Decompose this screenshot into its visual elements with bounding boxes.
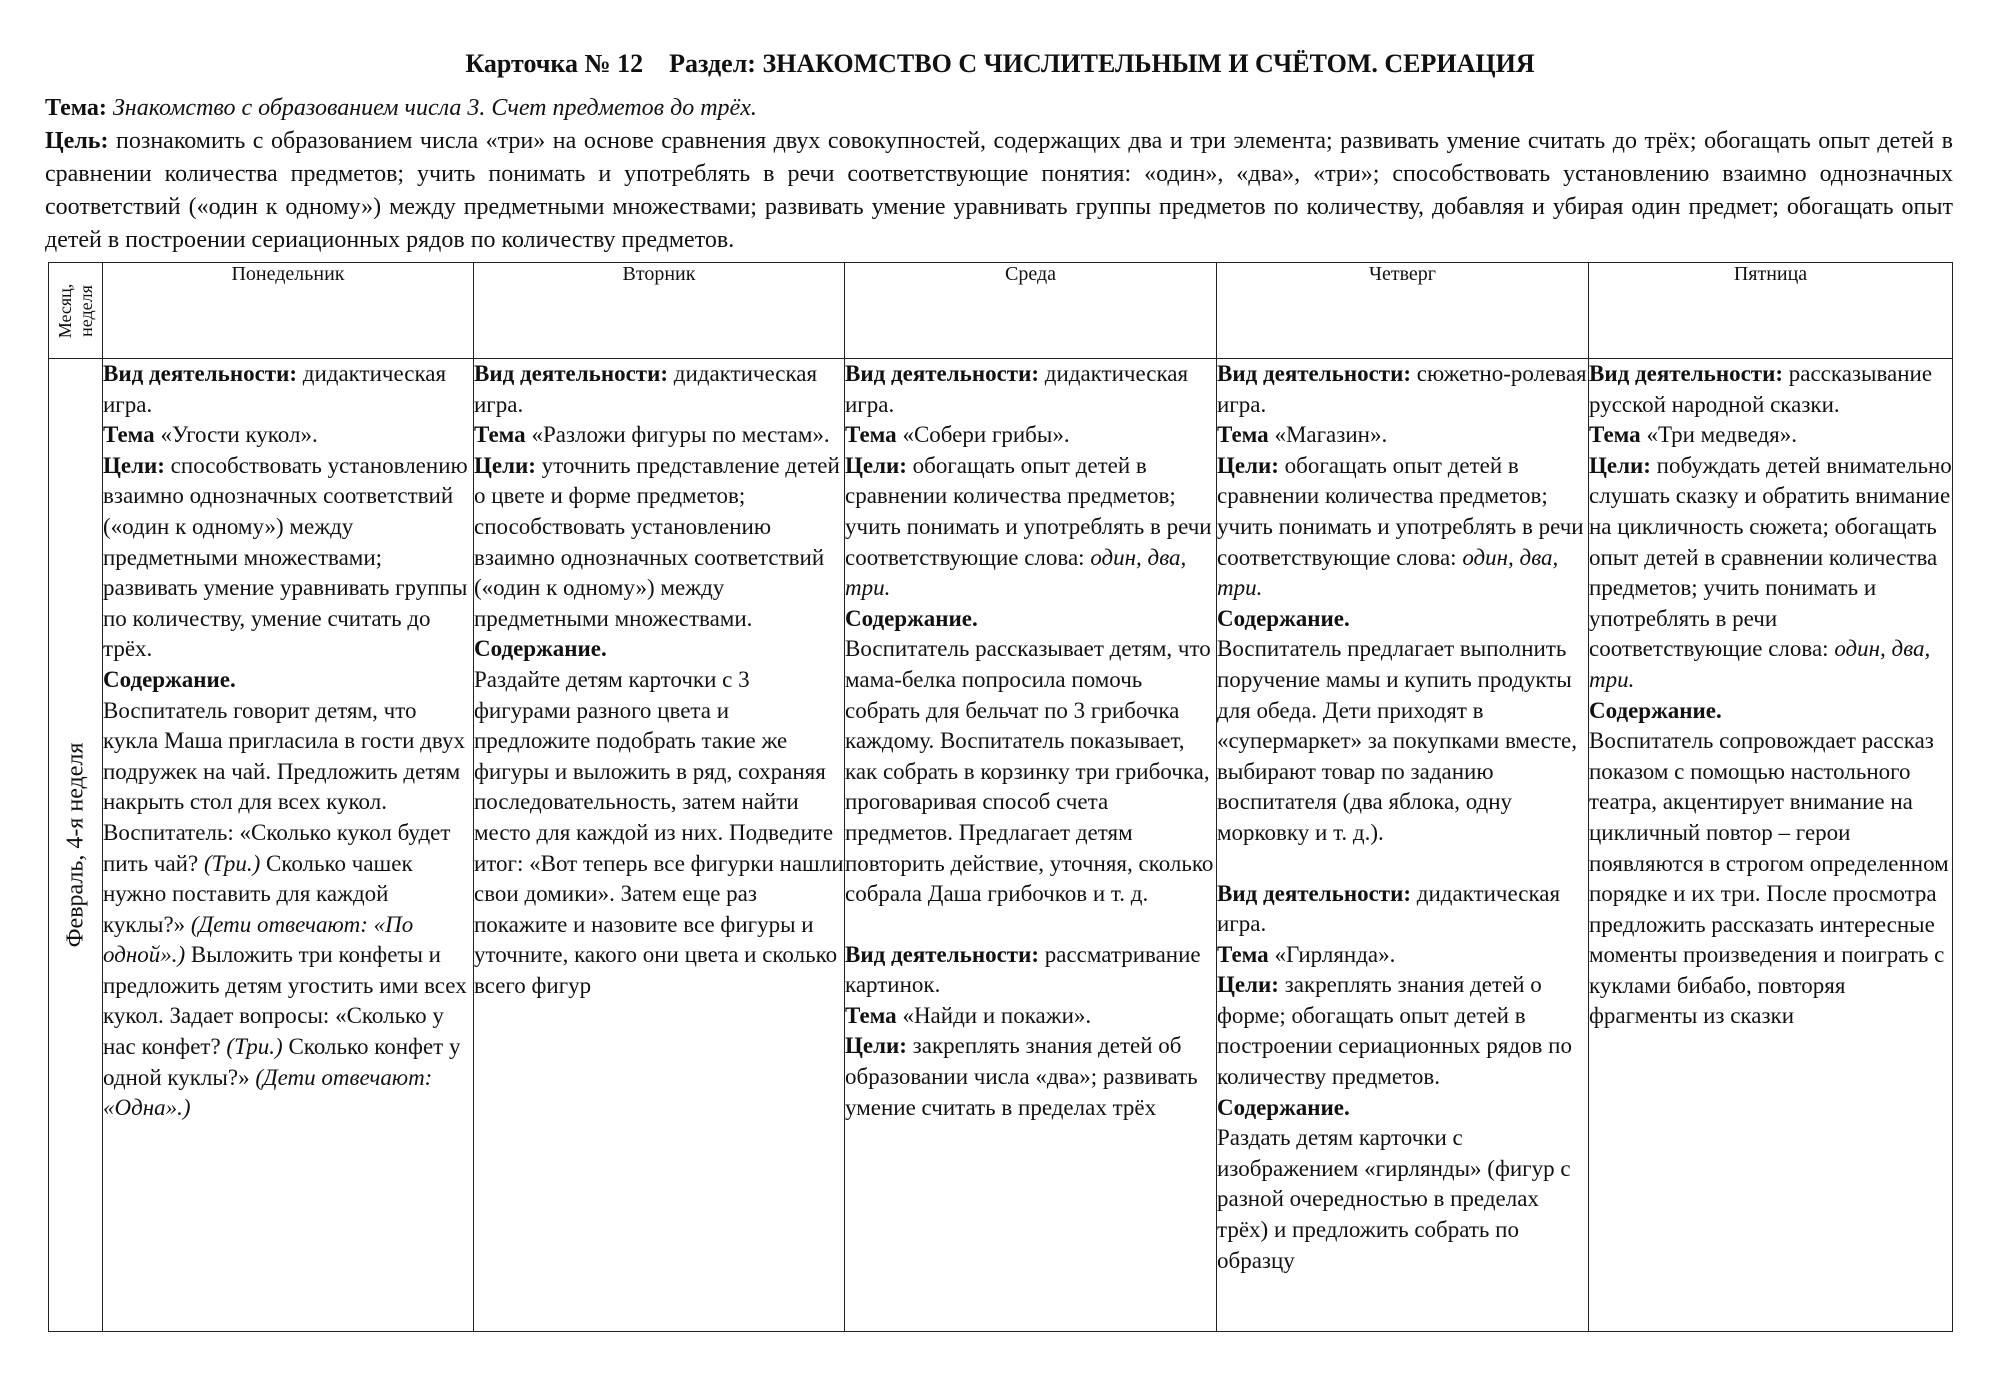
topic-label: Тема: bbox=[45, 95, 107, 121]
monday-activity: дидактическая игра. bbox=[103, 361, 447, 417]
monday-answer-2: (Дети отвечают: «По одной».) bbox=[103, 911, 414, 968]
goals-label: Цели: bbox=[474, 452, 536, 478]
wednesday-goals-2: закреплять знания детей об образовании числа «два»; развивать умение считать в пределах трёх bbox=[845, 1033, 1198, 1120]
thursday-activity-2: дидактическая игра. bbox=[1217, 880, 1561, 937]
monday-cell bbox=[103, 359, 474, 1332]
monday-answer-1: (Три.) bbox=[203, 850, 261, 876]
wednesday-cell bbox=[845, 359, 1217, 1332]
activity-label: Вид деятельности: bbox=[845, 361, 1040, 386]
week-label: Февраль, 4-я неделя bbox=[62, 742, 88, 948]
content-label: Содержание. bbox=[103, 666, 236, 692]
content-label: Содержание. bbox=[1217, 1094, 1350, 1120]
day-header-wednesday: Среда bbox=[845, 263, 1217, 359]
topic-label: Тема bbox=[1217, 422, 1269, 448]
wednesday-activity-1: дидактическая игра. bbox=[845, 361, 1189, 417]
wednesday-topic-1: «Собери грибы». bbox=[902, 422, 1070, 448]
goals-label: Цели: bbox=[1217, 972, 1279, 998]
topic-label: Тема bbox=[474, 422, 526, 448]
activity-label: Вид деятельности: bbox=[1217, 880, 1412, 906]
tuesday-activity: дидактическая игра. bbox=[474, 361, 818, 417]
goal-line bbox=[45, 125, 1953, 257]
goals-label: Цели: bbox=[1217, 452, 1279, 478]
month-week-header bbox=[49, 263, 103, 359]
day-header-thursday: Четверг bbox=[1217, 263, 1589, 359]
table-header-row bbox=[49, 263, 1953, 359]
thursday-activity-1: сюжетно-ролевая игра. bbox=[1217, 361, 1587, 417]
thursday-goals-1: обогащать опыт детей в сравнении количества предметов; учить понимать и употреблять в речи соответствующие слова: bbox=[1217, 452, 1584, 570]
tuesday-cell bbox=[474, 359, 845, 1332]
goals-label: Цели: bbox=[845, 1033, 907, 1059]
topic-label: Тема bbox=[103, 422, 155, 448]
month-header-label: Месяц, bbox=[54, 283, 75, 338]
topic-label: Тема bbox=[845, 422, 897, 448]
activity-label: Вид деятельности: bbox=[1589, 361, 1784, 386]
goal-label: Цель: bbox=[45, 128, 109, 154]
monday-content-part3: Выложить три конфеты и предложить детям угостить ими всех кукол. Задает вопросы: «Сколько у нас конфет? bbox=[103, 942, 467, 1060]
wednesday-content-1: Воспитатель рассказывает детям, что мама-белка попросила помочь собрать для бельчат по 3 грибочка каждому. Воспитатель показывает, как собрать в корзинку три грибочка, проговаривая способ счета предметов. Предлагает детям повторить действие, уточняя, сколько собрала Даша грибочков и т. д. bbox=[845, 636, 1214, 907]
table-row bbox=[49, 359, 1953, 1332]
wednesday-goals-1-words: один, два, три. bbox=[845, 544, 1187, 601]
activity-label: Вид деятельности: bbox=[845, 941, 1040, 967]
thursday-topic-2: «Гирлянда». bbox=[1274, 941, 1396, 967]
topic-label: Тема bbox=[845, 1002, 897, 1028]
monday-content bbox=[103, 696, 473, 1124]
section-title: Раздел: ЗНАКОМСТВО С ЧИСЛИТЕЛЬНЫМ И СЧЁТОМ. СЕРИАЦИЯ bbox=[669, 49, 1535, 78]
week-header-label: неделя bbox=[75, 284, 96, 337]
monday-content-part4: Сколько конфет у одной куклы?» bbox=[103, 1034, 461, 1090]
wednesday-activity-2: рассматривание картинок. bbox=[845, 941, 1201, 998]
content-label: Содержание. bbox=[474, 636, 607, 662]
goals-label: Цели: bbox=[845, 452, 907, 478]
monday-answer-4: (Дети отвечают: «Одна».) bbox=[103, 1064, 433, 1121]
day-header-tuesday: Вторник bbox=[474, 263, 845, 359]
goal-text: познакомить с образованием числа «три» на основе сравнения двух совокупностей, содержащих два и три элемента; развивать умение считать до трёх; обогащать опыт детей в сравнении количества предметов; учить понимать и употреблять в речи соответствующие понятия: «один», «два», «три»; способствовать установлению взаимно однозначных соответствий («один к одному») между предметными множествами; развивать умение уравнивать группы предметов по количеству, добавляя и убирая один предмет; обогащать опыт детей в построении сериационных рядов по количеству предметов. bbox=[45, 128, 1953, 253]
monday-goals: способствовать установлению взаимно однозначных соответствий («один к одному») между предметными множествами; развивать умение уравнивать группы по количеству, умение считать до трёх. bbox=[103, 452, 468, 662]
monday-content-part1: Воспитатель говорит детям, что кукла Маша пригласила в гости двух подружек на чай. Предложить детям накрыть стол для всех кукол. Воспитатель: «Сколько кукол будет пить чай? bbox=[103, 697, 465, 876]
content-label: Содержание. bbox=[1217, 605, 1350, 631]
thursday-goals-1-words: один, два, три. bbox=[1217, 544, 1559, 601]
card-number: Карточка № 12 bbox=[465, 49, 644, 78]
friday-content: Воспитатель сопровождает рассказ показом с помощью настольного театра, акцентирует внимание на цикличный повтор – герои появляются в строгом определенном порядке и их три. После просмотра предложить рассказать интересные моменты произведения и поиграть с куклами бибабо, повторяя фрагменты из сказки bbox=[1589, 728, 1949, 1029]
wednesday-topic-2: «Найди и покажи». bbox=[902, 1002, 1092, 1028]
topic-text: Знакомство с образованием числа 3. Счет предметов до трёх. bbox=[112, 95, 757, 121]
activity-label: Вид деятельности: bbox=[103, 361, 298, 386]
thursday-topic-1: «Магазин». bbox=[1274, 422, 1388, 448]
topic-label: Тема bbox=[1589, 422, 1641, 448]
thursday-goals-2: закреплять знания детей о форме; обогащать опыт детей в построении сериационных рядов по количеству предметов. bbox=[1217, 972, 1572, 1090]
activity-label: Вид деятельности: bbox=[474, 361, 669, 386]
friday-goals-words: один, два, три. bbox=[1589, 636, 1931, 692]
thursday-content-1: Воспитатель предлагает выполнить поручение мамы и купить продукты для обеда. Дети приходят в «супермаркет» за покупками вместе, выбирают товар по заданию воспитателя (два яблока, одну морковку и т. д.). bbox=[1217, 636, 1577, 845]
content-label: Содержание. bbox=[1589, 697, 1722, 723]
goals-label: Цели: bbox=[103, 452, 165, 478]
day-header-friday: Пятница bbox=[1589, 263, 1953, 359]
friday-cell bbox=[1589, 359, 1953, 1332]
tuesday-goals: уточнить представление детей о цвете и форме предметов; способствовать установлению взаимно однозначных соответствий («один к одному») между предметными множествами. bbox=[474, 452, 840, 631]
activity-label: Вид деятельности: bbox=[1217, 361, 1412, 386]
card-intro bbox=[45, 92, 1953, 257]
thursday-cell bbox=[1217, 359, 1589, 1332]
thursday-content-2: Раздать детям карточки с изображением «гирлянды» (фигур с разной очередностью в пределах трёх) и предложить собрать по образцу bbox=[1217, 1125, 1571, 1273]
weekly-plan-table bbox=[48, 262, 1953, 1332]
monday-topic: «Угости кукол». bbox=[160, 422, 318, 448]
monday-content-part2: Сколько чашек нужно поставить для каждой куклы?» bbox=[103, 850, 413, 937]
day-header-monday: Понедельник bbox=[103, 263, 474, 359]
tuesday-content: Раздайте детям карточки с 3 фигурами разного цвета и предложите подобрать такие же фигуры и выложить в ряд, сохраняя последовательность, затем найти место для каждой из них. Подведите итог: «Вот теперь все фигурки нашли свои домики». Затем еще раз покажите и назовите все фигуры и уточните, какого они цвета и сколько всего фигур bbox=[474, 666, 844, 998]
friday-topic: «Три медведя». bbox=[1646, 422, 1797, 448]
tuesday-topic: «Разложи фигуры по местам». bbox=[531, 422, 830, 448]
content-label: Содержание. bbox=[845, 605, 978, 631]
monday-answer-3: (Три.) bbox=[226, 1034, 283, 1060]
wednesday-goals-1: обогащать опыт детей в сравнении количества предметов; учить понимать и употреблять в речи соответствующие слова: bbox=[845, 452, 1212, 570]
topic-line bbox=[45, 92, 1953, 125]
friday-activity: рассказывание русской народной сказки. bbox=[1589, 361, 1933, 417]
card-title bbox=[0, 48, 2000, 80]
week-cell bbox=[49, 359, 103, 1332]
friday-goals: побуждать детей внимательно слушать сказку и обратить внимание на цикличность сюжета; обогащать опыт детей в сравнении количества предметов; учить понимать и употреблять в речи соответствующие слова: bbox=[1589, 452, 1952, 662]
topic-label: Тема bbox=[1217, 941, 1269, 967]
goals-label: Цели: bbox=[1589, 452, 1651, 478]
